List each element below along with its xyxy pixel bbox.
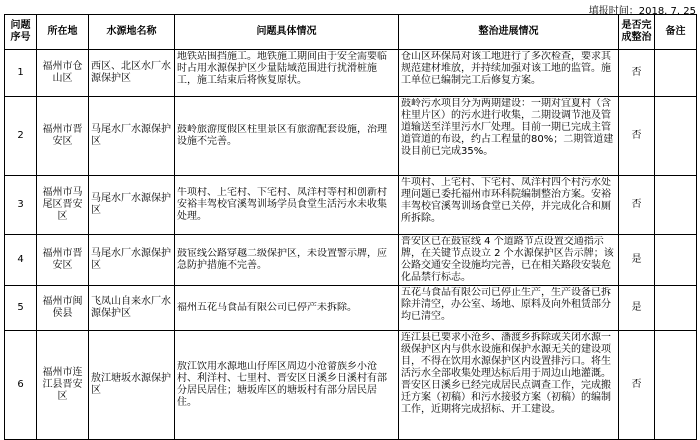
- row-progress-text: 连江县已要求小沧乡、潘渡乡拆除或关闭水源一级保护区内与供水设施和保护水源无关的建设项目，不得在饮用水源保护区内设置排污口。将生活污水全部收集处理达标后用于周边山地灌溉。晋安区日溪乡已经完成居民点调查工作，完成搬迁方案（初稿）和污水接驳方案（初稿）的编制工作，近期将完成招标、开工建设。: [401, 332, 611, 415]
- row-progress-text: 鼓岭污水项目分为两期建设：一期对宜夏村（含柱里片区）的污水进行收集，二期设调节池及管道输送至洋里污水厂处理。目前一期已完成主管道管道的布设，约占工程量的80%；二期管道建设目前已完成35%。: [401, 98, 614, 157]
- row-done: 否: [619, 331, 655, 440]
- header-source-name: 水源地名称: [89, 15, 175, 50]
- row-problem: [175, 50, 399, 97]
- row-progress: [399, 97, 619, 176]
- header-progress: 整治进展情况: [399, 15, 619, 50]
- row-problem: [175, 235, 399, 286]
- row-done: 否: [619, 97, 655, 176]
- header-problem: 问题具体情况: [175, 15, 399, 50]
- row-problem-text: 福州五花马食品有限公司已停产未拆除。: [177, 302, 357, 313]
- row-progress-text: 晋安区已在鼓宦线 4 个道路节点设置交通指示牌，在关键节点设立 2 个水源保护区告示牌；该公路交通安全设施均完善，已在相关路段安装危化品禁行标志。: [401, 236, 614, 283]
- row-note: [655, 97, 697, 176]
- row-problem-text: 地铁站围挡施工。地铁施工期间由于安全需要临时占用水源保护区少量陆域范围进行扰滑桩施工，施工结束后将恢复原状。: [177, 51, 387, 86]
- row-problem: [175, 331, 399, 440]
- row-problem: [175, 176, 399, 235]
- row-progress: [399, 50, 619, 97]
- row-done: 是: [619, 235, 655, 286]
- header-location: 所在地: [37, 15, 89, 50]
- row-problem-text: 敖江饮用水源地山仔库区周边小沧畲族乡小沧村、利洋村、七里村、晋安区日溪乡日溪村有部分居民居住；塘坂库区的塘坂村有部分居民居住。: [177, 361, 387, 408]
- row-source-name: 飞凤山自来水厂水源保护区: [89, 286, 175, 331]
- fill-time: 填报时间：2018. 7. 25: [588, 6, 696, 17]
- row-source-name: 马尾水厂水源保护区: [89, 235, 175, 286]
- row-problem: [175, 97, 399, 176]
- row-note: [655, 50, 697, 97]
- row-progress-text: 五花马食品有限公司已停止生产，生产设备已拆除并清空，办公室、场地、原料及向外租赁部分均已清空。: [401, 287, 611, 322]
- row-done: 否: [619, 50, 655, 97]
- row-location: 福州市晋安区: [37, 235, 89, 286]
- row-done: 是: [619, 286, 655, 331]
- header-note: 备注: [655, 15, 697, 50]
- issue-table: [4, 14, 697, 440]
- header-done: 是否完成整治: [619, 15, 655, 50]
- row-location: 福州市仓山区: [37, 50, 89, 97]
- row-problem: [175, 286, 399, 331]
- row-source-name: 西区、北区水厂水源保护区: [89, 50, 175, 97]
- row-note: [655, 286, 697, 331]
- row-done: 否: [619, 176, 655, 235]
- row-no: 2: [5, 97, 37, 176]
- row-no: 1: [5, 50, 37, 97]
- header-row: [5, 15, 697, 50]
- row-progress: [399, 286, 619, 331]
- row-source-name: 敖江塘坂水源保护区: [89, 331, 175, 440]
- row-note: [655, 176, 697, 235]
- row-no: 5: [5, 286, 37, 331]
- table-row: [5, 176, 697, 235]
- row-progress: [399, 235, 619, 286]
- row-problem-text: 鼓宦线公路穿越二级保护区，未设置警示牌，应急防护措施不完善。: [177, 248, 387, 271]
- row-no: 4: [5, 235, 37, 286]
- table-row: [5, 50, 697, 97]
- row-source-name: 马尾水厂水源保护区: [89, 176, 175, 235]
- row-location: 福州市晋安区: [37, 97, 89, 176]
- row-location: 福州市连江县晋安区: [37, 331, 89, 440]
- row-location: 福州市马尾区晋安区: [37, 176, 89, 235]
- row-progress: [399, 176, 619, 235]
- row-progress-text: 牛项村、上宅村、下宅村、凤洋村四个村污水处理问题已委托福州市环科院编制整治方案。安裕丰驾校官溪驾训场食堂已关停，并完成化合和厕所拆除。: [401, 177, 611, 224]
- row-progress: [399, 331, 619, 440]
- table-row: [5, 331, 697, 440]
- row-no: 3: [5, 176, 37, 235]
- row-note: [655, 331, 697, 440]
- row-problem-text: 鼓岭旅游度假区柱里景区有旅游配套设施，治理设施不完善。: [177, 124, 387, 147]
- table-row: [5, 235, 697, 286]
- row-source-name: 马尾水厂水源保护区: [89, 97, 175, 176]
- table-row: [5, 286, 697, 331]
- row-note: [655, 235, 697, 286]
- row-problem-text: 牛项村、上宅村、下宅村、凤洋村等村和创新村安裕丰驾校官溪驾训场学员食堂生活污水未收集处理。: [177, 187, 387, 222]
- table-row: [5, 97, 697, 176]
- row-progress-text: 仓山区环保局对该工地进行了多次检查，要求其规范建材堆放，并持续加强对该工地的监管。施工单位已编制完工后修复方案。: [401, 51, 611, 86]
- row-no: 6: [5, 331, 37, 440]
- header-no: 问题序号: [5, 15, 37, 50]
- row-location: 福州市闽侯县: [37, 286, 89, 331]
